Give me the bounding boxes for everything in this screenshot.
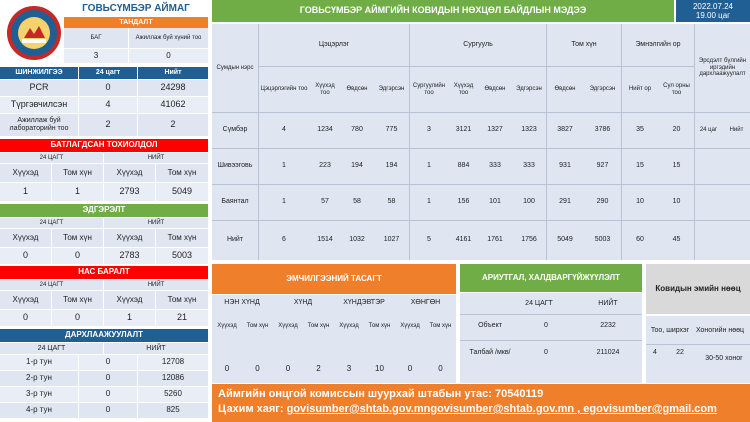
- deaths-val-child-24h: 0: [0, 310, 51, 326]
- deaths-col-child-total: Хүүхэд: [104, 291, 155, 309]
- vaccination-dose4-24h: 0: [79, 403, 137, 418]
- subcol-school-count: Сургуулийн тоо: [412, 82, 446, 96]
- tests-row-rapid-total: 41062: [138, 97, 208, 113]
- recovered-col-adult-24h: Том хүн: [52, 229, 103, 247]
- footer-phone: Аймгийн онцгой комиссын шуурхай штабын утас: 70540119: [218, 388, 544, 400]
- disinfection-object-24h: 0: [544, 322, 548, 330]
- subcol-school-children: Хүүхэд тоо: [453, 82, 474, 96]
- table-cell: 290: [596, 198, 609, 206]
- table-cell: 5003: [594, 236, 611, 244]
- vaccination-dose1-label: 1-р тун: [0, 355, 78, 370]
- deaths-header: НАС БАРАЛТ: [0, 266, 208, 279]
- table-cell: 1: [427, 198, 431, 206]
- table-cell: 1514: [317, 236, 333, 244]
- table-cell: 15: [636, 162, 644, 170]
- table-cell: 333: [489, 162, 501, 170]
- disinfection-col-total: НИЙТ: [598, 300, 618, 308]
- table-cell: 223: [319, 162, 331, 170]
- table-cell: 4: [282, 126, 286, 134]
- recovered-col-adult-total: Том хүн: [156, 229, 208, 247]
- aimag-title: ГОВЬСҮМБЭР АЙМАГ: [82, 3, 190, 14]
- subcol-school-sick: Өвдсөн: [484, 86, 506, 93]
- tandalt-col-workers: Ажиллаж буй хүний тоо: [129, 28, 208, 48]
- tests-row-labs-24h: 2: [79, 114, 137, 136]
- tests-col-name: ШИНЖИЛГЭЭ: [0, 67, 78, 79]
- deaths-val-adult-24h: 0: [52, 310, 103, 326]
- table-cell: 931: [559, 162, 571, 170]
- sum-name: Нийт: [226, 236, 244, 244]
- tests-col-total: Нийт: [138, 67, 208, 79]
- tests-row-labs-total: 2: [138, 114, 208, 136]
- tests-row-pcr-24h: 0: [79, 80, 137, 96]
- subcol-kg-recovered: Эдгэрсэн: [378, 86, 405, 93]
- treatment-value: 2: [316, 363, 321, 373]
- table-cell: 1032: [349, 236, 365, 244]
- tests-row-rapid-label: Түргэвчилсэн: [0, 97, 78, 113]
- vaccination-dose1-total: 12708: [138, 355, 208, 370]
- treatment-value: 0: [438, 363, 443, 373]
- recovered-val-child-total: 2783: [104, 248, 155, 264]
- table-cell: 3786: [594, 126, 611, 134]
- report-date-box: [676, 0, 750, 22]
- disinfection-object-total: 2232: [600, 322, 616, 330]
- table-cell: 3121: [455, 126, 472, 134]
- deaths-val-adult-total: 21: [156, 310, 208, 326]
- deaths-group-24h: 24 ЦАГТ: [0, 280, 103, 290]
- vaccination-dose1-24h: 0: [79, 355, 137, 370]
- vaccination-dose4-total: 825: [138, 403, 208, 418]
- tests-row-labs-label: Ажиллаж буй лабораторийн тоо: [0, 114, 78, 136]
- risk-vaccination-cell: [695, 220, 722, 260]
- confirmed-group-total: НИЙТ: [104, 153, 208, 163]
- treatment-col-label: Том хүн: [246, 322, 269, 329]
- vaccination-dose2-24h: 0: [79, 371, 137, 386]
- deaths-col-adult-total: Том хүн: [156, 291, 208, 309]
- report-date: 2022.07.24: [692, 2, 734, 11]
- table-cell: 1027: [383, 236, 400, 244]
- subcol-hospital-free: Сул орны тоо: [663, 82, 690, 96]
- table-cell: 60: [636, 236, 644, 244]
- report-time: 19.00 цаг: [695, 11, 731, 20]
- subcol-kg-sick: Өвдсөн: [346, 86, 368, 93]
- confirmed-val-adult-total: 5049: [156, 183, 208, 201]
- subcol-adult-recovered: Эдгэрсэн: [589, 86, 616, 93]
- table-cell: 45: [672, 236, 681, 244]
- table-cell: 58: [387, 198, 396, 206]
- table-cell: 10: [672, 198, 681, 206]
- table-cell: 1327: [487, 126, 503, 134]
- disinfection-area-total: 211024: [596, 349, 620, 357]
- table-cell: 156: [457, 198, 470, 206]
- table-cell: 194: [385, 162, 398, 170]
- treatment-value: 0: [224, 363, 230, 373]
- sum-header: Сумдын нэрс: [216, 64, 254, 71]
- table-cell: 3: [427, 126, 431, 134]
- treatment-value: 0: [255, 363, 260, 373]
- treatment-value: 0: [407, 363, 413, 373]
- treatment-col-label: Хүүхэд: [278, 322, 298, 329]
- tandalt-col-bag: БАГ: [64, 28, 128, 48]
- treatment-group-critical: НЭН ХҮНД: [224, 299, 260, 307]
- table-cell: 101: [489, 198, 501, 206]
- drugs-val-days: 30-50 хоног: [705, 355, 743, 363]
- treatment-group-severe: ХҮНД: [293, 299, 313, 307]
- disinfection-area-24h: 0: [544, 349, 548, 357]
- vaccination-dose4-label: 4-р тун: [0, 403, 78, 418]
- subcol-hospital-total: Нийт ор: [628, 86, 652, 93]
- recovered-val-adult-total: 5003: [156, 248, 208, 264]
- sum-name: Шивээговь: [217, 162, 253, 170]
- treatment-col-label: Том хүн: [429, 322, 452, 329]
- table-cell: 57: [321, 198, 329, 206]
- footer-email-link[interactable]: govisumber@shtab.gov.mngovisumber@shtab.gov.mn , egovisumber@gmail.com: [286, 403, 717, 415]
- table-cell: 194: [351, 162, 363, 170]
- table-cell: 6: [282, 236, 286, 244]
- table-cell: 291: [559, 198, 571, 206]
- footer-banner: [212, 384, 750, 422]
- treatment-col-label: Том хүн: [368, 322, 391, 329]
- group-kindergarten: Цэцэрлэг: [318, 41, 350, 49]
- confirmed-val-adult-24h: 1: [52, 183, 103, 201]
- table-cell: 775: [385, 126, 398, 134]
- confirmed-header: БАТЛАГДСАН ТОХИОЛДОЛ: [0, 139, 208, 152]
- table-cell: 1323: [521, 126, 537, 134]
- deaths-val-child-total: 1: [104, 310, 155, 326]
- sum-name: Баянтал: [221, 198, 249, 206]
- subcol-kg-count: Цэцэрлэгийн тоо: [260, 86, 308, 93]
- disinfection-area-label: Талбай /мкв/: [469, 349, 511, 357]
- table-cell: 5: [427, 236, 431, 244]
- table-cell: 1: [282, 198, 286, 206]
- tests-row-pcr-label: PCR: [0, 80, 78, 96]
- table-cell: 100: [523, 198, 535, 206]
- table-cell: 1761: [487, 236, 503, 244]
- group-school: Сургууль: [463, 41, 493, 49]
- deaths-group-total: НИЙТ: [104, 280, 208, 290]
- table-cell: 20: [672, 126, 681, 134]
- table-cell: 1234: [317, 126, 333, 134]
- vaccination-dose2-total: 12086: [138, 371, 208, 386]
- sum-name: Сүмбэр: [222, 126, 248, 134]
- confirmed-col-child-total: Хүүхэд: [104, 164, 155, 182]
- disinfection-object-label: Объект: [478, 322, 502, 330]
- vaccination-col-24h: 24 ЦАГТ: [0, 343, 103, 354]
- table-cell: 10: [636, 198, 644, 206]
- risk-vaccination-cell: [723, 220, 750, 260]
- deaths-col-adult-24h: Том хүн: [52, 291, 103, 309]
- treatment-value: 10: [375, 363, 384, 373]
- risk-vaccination-cell: [723, 148, 750, 184]
- treatment-value: 0: [285, 363, 291, 373]
- disinfection-header: АРИУТГАЛ, ХАЛДВАРГҮЙЖҮҮЛЭЛТ: [460, 264, 642, 292]
- confirmed-val-child-24h: 1: [0, 183, 51, 201]
- table-cell: 780: [351, 126, 363, 134]
- main-table: [212, 24, 750, 260]
- group-adult: Том хүн: [571, 41, 597, 49]
- subcol-kg-children: Хүүхэд тоо: [315, 82, 335, 96]
- subcol-school-recovered: Эдгэрсэн: [516, 86, 542, 93]
- table-cell: 1756: [521, 236, 537, 244]
- recovered-col-child-24h: Хүүхэд: [0, 229, 51, 247]
- confirmed-col-adult-total: Том хүн: [156, 164, 208, 182]
- recovered-col-child-total: Хүүхэд: [104, 229, 155, 247]
- table-cell: 1: [282, 162, 286, 170]
- table-cell: 884: [457, 162, 470, 170]
- table-cell: 4161: [455, 236, 472, 244]
- recovered-group-total: НИЙТ: [104, 218, 208, 228]
- disinfection-col-24h: 24 ЦАГТ: [525, 300, 553, 308]
- drugs-header: Ковидын эмийн нөөц: [646, 264, 750, 314]
- subcol-adult-sick: Өвдсөн: [554, 86, 576, 93]
- tests-row-pcr-total: 24298: [138, 80, 208, 96]
- confirmed-col-adult-24h: Том хүн: [52, 164, 103, 182]
- treatment-col-label: Том хүн: [307, 322, 330, 329]
- risk-vaccination-cell: [723, 184, 750, 220]
- table-cell: 3827: [557, 126, 573, 134]
- treatment-group-mild: ХӨНГӨН: [410, 299, 441, 307]
- vaccination-header: ДАРХЛААЖУУЛАЛТ: [0, 329, 208, 342]
- recovered-group-24h: 24 ЦАГТ: [0, 218, 103, 228]
- confirmed-val-child-total: 2793: [104, 183, 155, 201]
- vaccination-dose3-label: 3-р тун: [0, 387, 78, 402]
- group-hospital: Эмнэлгийн ор: [635, 41, 681, 49]
- emblem-logo: [6, 4, 62, 62]
- recovered-header: ЭДГЭРЭЛТ: [0, 204, 208, 217]
- drugs-col-count: Тоо, ширхэг: [650, 327, 690, 335]
- treatment-value: 3: [346, 363, 352, 373]
- vaccination-dose2-label: 2-р тун: [0, 371, 78, 386]
- treatment-col-label: Хүүхэд: [339, 322, 359, 329]
- table-cell: 5049: [557, 236, 573, 244]
- tests-row-rapid-24h: 4: [79, 97, 137, 113]
- risk-vaccination-cell: [695, 148, 722, 184]
- risk-vaccination-cell: 24 цаг: [699, 126, 718, 133]
- vaccination-col-total: НИЙТ: [104, 343, 208, 354]
- table-cell: 35: [636, 126, 644, 134]
- drugs-col-days: Хоногийн нөөц: [695, 327, 745, 335]
- tandalt-value-bag: 3: [64, 49, 128, 63]
- recovered-val-adult-24h: 0: [52, 248, 103, 264]
- footer-email-prefix: Цахим хаяг:: [218, 403, 287, 415]
- tandalt-value-workers: 0: [129, 49, 208, 63]
- tests-col-24h: 24 цагт: [79, 67, 137, 79]
- treatment-group-moderate: ХҮНДЭВТЭР: [343, 299, 385, 307]
- confirmed-col-child-24h: Хүүхэд: [0, 164, 51, 182]
- table-cell: 15: [672, 162, 681, 170]
- table-cell: 1: [427, 162, 431, 170]
- treatment-col-label: Хүүхэд: [217, 322, 237, 329]
- treatment-header: ЭМЧИЛГЭЭНИЙ ТАСАГТ: [212, 264, 456, 294]
- table-cell: 333: [523, 162, 535, 170]
- drugs-val-2: 22: [676, 349, 684, 357]
- risk-vaccination-cell: [695, 184, 722, 220]
- vaccination-dose3-total: 5260: [138, 387, 208, 402]
- main-title: ГОВЬСҮМБЭР АЙМГИЙН КОВИДЫН НӨХЦӨЛ БАЙДЛЫН МЭДЭЭ: [212, 0, 674, 22]
- recovered-val-child-24h: 0: [0, 248, 51, 264]
- drugs-val-1: 4: [653, 349, 657, 357]
- table-cell: 927: [596, 162, 609, 170]
- group-risk-vaccination: Эрсдэлт бүлгийн иргэдийн дархлаажуулалт: [698, 58, 747, 78]
- treatment-col-label: Хүүхэд: [400, 322, 420, 329]
- risk-vaccination-cell: Нийт: [729, 126, 744, 133]
- vaccination-dose3-24h: 0: [79, 387, 137, 402]
- table-cell: 58: [353, 198, 361, 206]
- confirmed-group-24h: 24 ЦАГТ: [0, 153, 103, 163]
- tandalt-header: ТАНДАЛТ: [64, 17, 208, 28]
- deaths-col-child-24h: Хүүхэд: [0, 291, 51, 309]
